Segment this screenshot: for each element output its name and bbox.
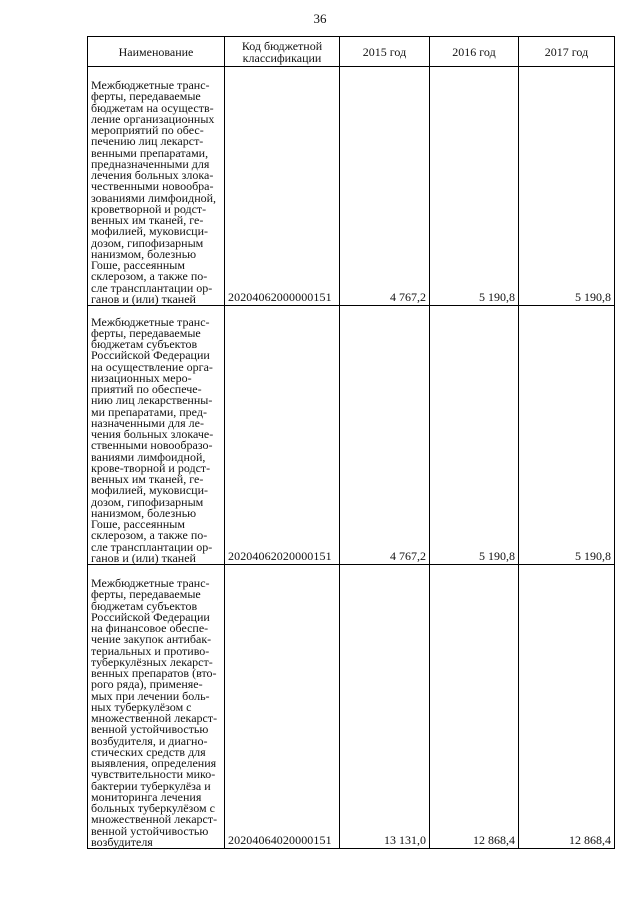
name-line: больных туберкулёзом с bbox=[91, 801, 215, 815]
header-code: Код бюджетной классификации bbox=[225, 37, 340, 67]
row-code: 20204064020000151 bbox=[225, 565, 340, 849]
row-value-2015: 4 767,2 bbox=[340, 67, 430, 306]
name-line: бактерии туберкулёза и bbox=[91, 778, 211, 793]
name-line: рого ряда), применяе- bbox=[91, 677, 203, 692]
name-line: ваниями лимфоидной, bbox=[91, 449, 206, 464]
header-2016: 2016 год bbox=[430, 37, 519, 67]
name-line: склерозом, а также по- bbox=[91, 269, 208, 284]
name-line: мероприятий по обес- bbox=[91, 123, 204, 137]
name-line: бюджетам субъектов bbox=[91, 598, 198, 613]
name-line: ганов и (или) тканей bbox=[91, 291, 196, 306]
header-name: Наименование bbox=[88, 37, 225, 67]
name-line: Гоше, рассеянным bbox=[91, 258, 185, 272]
name-line: выявления, определения bbox=[91, 756, 217, 770]
name-line: склерозом, а также по- bbox=[91, 528, 208, 543]
name-line: множественной лекарст- bbox=[91, 812, 218, 827]
name-line: низационных меро- bbox=[91, 370, 192, 385]
name-line: нию лиц лекарственны- bbox=[91, 393, 213, 408]
name-line: Межбюджетные транс- bbox=[91, 314, 210, 329]
name-line: мых при лечении боль- bbox=[91, 688, 210, 703]
row-value-2016: 5 190,8 bbox=[430, 67, 519, 306]
table-header-row bbox=[88, 37, 615, 67]
row-name bbox=[88, 565, 225, 849]
name-line: бюджетам на осуществ- bbox=[91, 100, 214, 115]
name-line: нанизмом, болезнью bbox=[91, 246, 197, 261]
name-line: чения больных злокаче- bbox=[91, 427, 214, 441]
name-line: ных туберкулёзом с bbox=[91, 699, 192, 714]
header-2017: 2017 год bbox=[519, 37, 615, 67]
name-line: бюджетам субъектов bbox=[91, 337, 198, 351]
row-value-2016: 12 868,4 bbox=[430, 565, 519, 849]
name-line: венных им тканей, ге- bbox=[91, 213, 204, 227]
header-2015: 2015 год bbox=[340, 37, 430, 67]
budget-table bbox=[87, 36, 615, 849]
table-row bbox=[88, 306, 615, 565]
row-value-2017: 5 190,8 bbox=[519, 306, 615, 565]
name-line: териальных и противо- bbox=[91, 643, 210, 658]
name-line: возбудителя, и диагно- bbox=[91, 733, 208, 748]
name-line: дозом, гипофизарным bbox=[91, 235, 204, 250]
row-name bbox=[88, 306, 225, 565]
name-line: венной устойчивостью bbox=[91, 823, 209, 838]
name-line: крове-творной и родст- bbox=[91, 460, 211, 475]
name-line: сле трансплантации ор- bbox=[91, 280, 213, 295]
name-line: венных препаратов (вто- bbox=[91, 666, 217, 680]
name-line: стических средств для bbox=[91, 744, 206, 759]
row-code: 20204062020000151 bbox=[225, 306, 340, 565]
name-line: ление организационных bbox=[91, 111, 215, 126]
name-line: чувствительности мико- bbox=[91, 767, 216, 782]
row-value-2017: 5 190,8 bbox=[519, 67, 615, 306]
name-line: ферты, передаваемые bbox=[91, 89, 201, 104]
name-line: нанизмом, болезнью bbox=[91, 505, 197, 520]
table-row bbox=[88, 67, 615, 306]
name-line: кроветворной и родст- bbox=[91, 201, 207, 216]
name-line: печению лиц лекарст- bbox=[91, 134, 204, 149]
name-line: мониторинга лечения bbox=[91, 789, 202, 804]
name-line: множественной лекарст- bbox=[91, 711, 218, 725]
name-line: венных им тканей, ге- bbox=[91, 472, 204, 486]
name-line: назначенными для ле- bbox=[91, 415, 204, 430]
name-line: Российской Федерации bbox=[91, 609, 210, 624]
name-line: ми препаратами, пред- bbox=[91, 404, 207, 419]
name-line: ферты, передаваемые bbox=[91, 325, 201, 340]
row-value-2015: 13 131,0 bbox=[340, 565, 430, 849]
name-line: на осуществление орга- bbox=[91, 359, 213, 374]
name-line: возбудителя bbox=[91, 834, 153, 849]
name-line: приятий по обеспече- bbox=[91, 382, 202, 396]
name-line: зованиями лимфоидной, bbox=[91, 190, 217, 205]
name-line: венными препаратами, bbox=[91, 145, 209, 160]
name-line: чественными новообра- bbox=[91, 179, 214, 194]
table-row bbox=[88, 565, 615, 849]
name-line: мофилией, муковисци- bbox=[91, 224, 209, 239]
name-line: мофилией, муковисци- bbox=[91, 483, 209, 498]
page-number: 36 bbox=[313, 11, 327, 26]
row-value-2015: 4 767,2 bbox=[340, 306, 430, 565]
name-line: предназначенными для bbox=[91, 156, 210, 171]
name-line: на финансовое обеспе- bbox=[91, 621, 209, 635]
name-line: Межбюджетные транс- bbox=[91, 576, 210, 590]
name-line: лечения больных злока- bbox=[91, 168, 214, 182]
name-line: Гоше, рассеянным bbox=[91, 517, 185, 531]
name-line: чение закупок антибак- bbox=[91, 632, 212, 647]
name-line: ганов и (или) тканей bbox=[91, 550, 196, 565]
name-line: ственными новообразо- bbox=[91, 438, 213, 453]
name-line: ферты, передаваемые bbox=[91, 587, 201, 602]
row-name bbox=[88, 67, 225, 306]
name-line: дозом, гипофизарным bbox=[91, 494, 204, 509]
row-value-2017: 12 868,4 bbox=[519, 565, 615, 849]
row-value-2016: 5 190,8 bbox=[430, 306, 519, 565]
name-line: венной устойчивостью bbox=[91, 722, 209, 737]
name-line: Российской Федерации bbox=[91, 348, 210, 363]
name-line: Межбюджетные транс- bbox=[91, 78, 210, 92]
name-line: туберкулёзных лекарст- bbox=[91, 654, 213, 669]
name-line: сле трансплантации ор- bbox=[91, 539, 213, 554]
row-code: 20204062000000151 bbox=[225, 67, 340, 306]
